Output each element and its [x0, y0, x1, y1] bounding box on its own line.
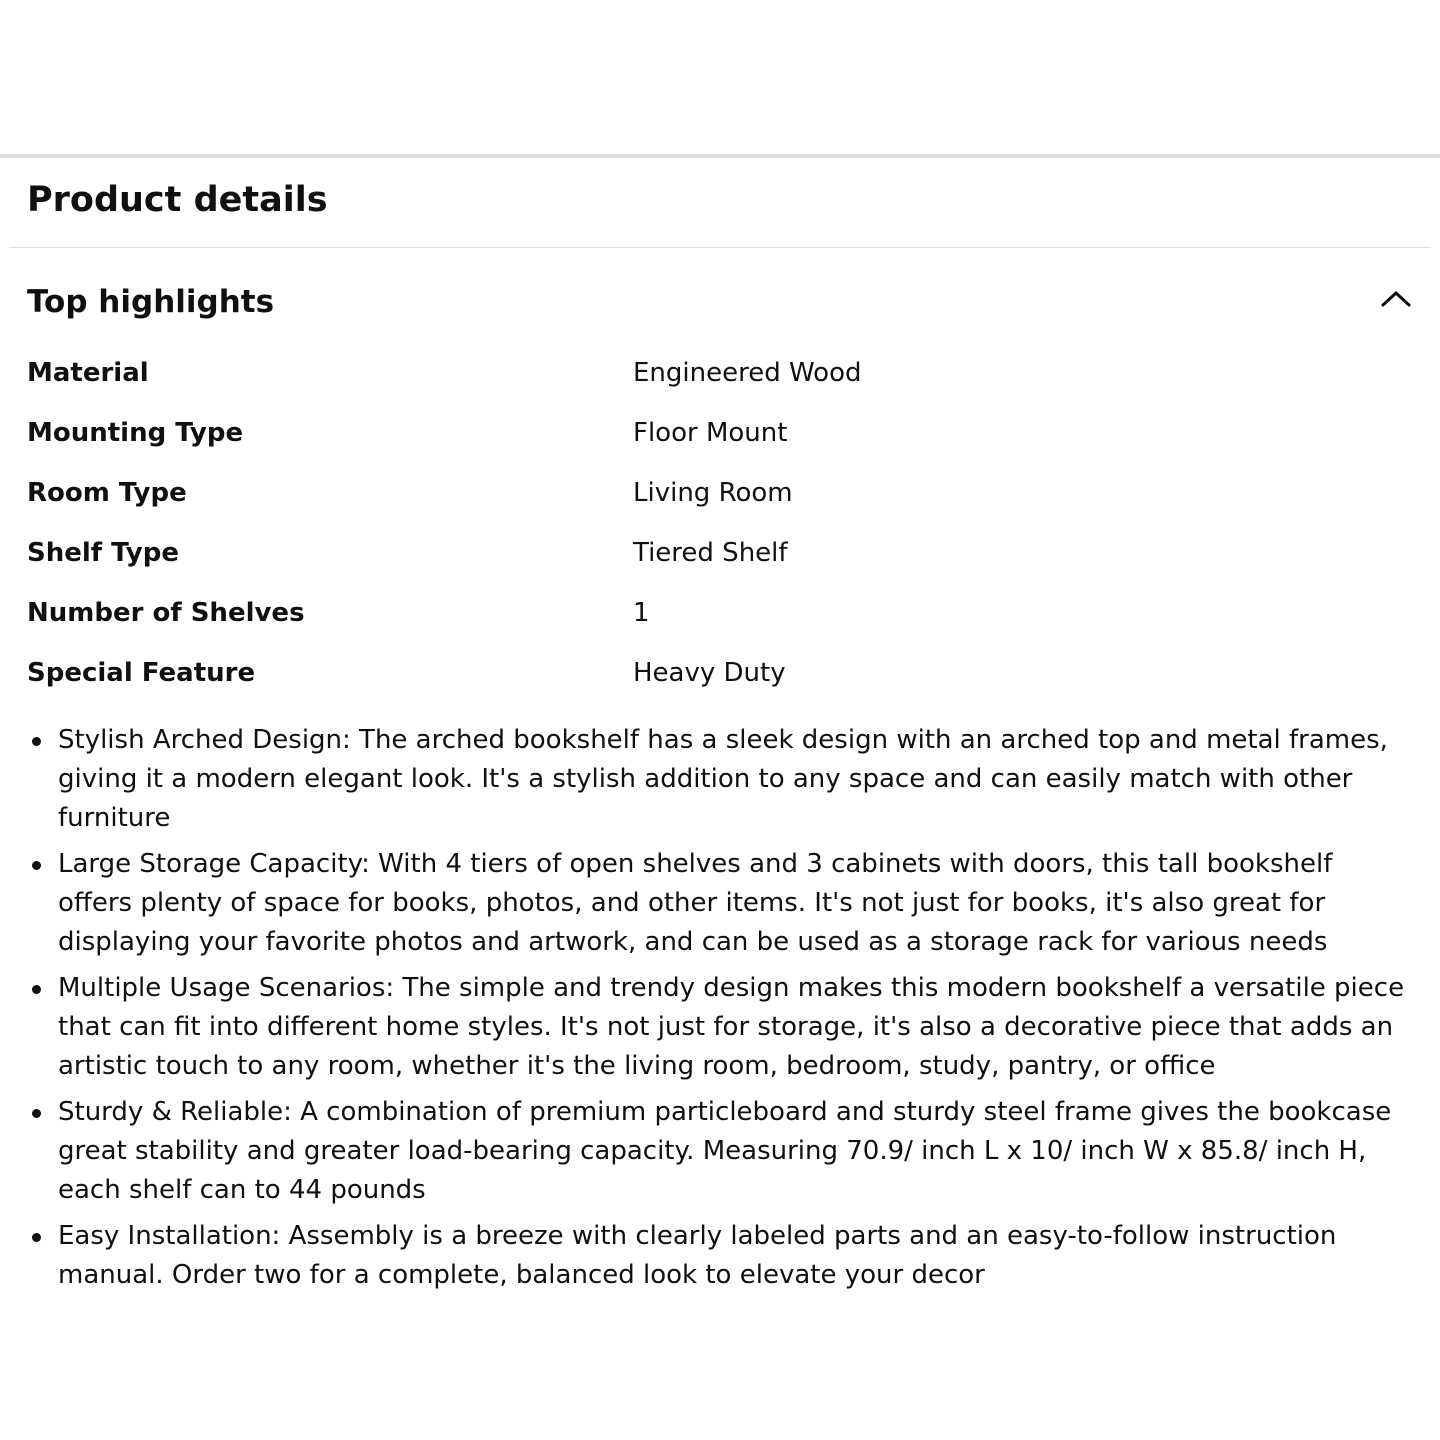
bullet-dot-icon: [32, 1109, 41, 1118]
spec-key: Mounting Type: [27, 418, 244, 448]
chevron-up-icon[interactable]: [1378, 284, 1414, 312]
page-title: Product details: [27, 180, 328, 220]
bullet-dot-icon: [32, 861, 41, 870]
feature-bullet: [58, 845, 1408, 962]
top-divider: [0, 154, 1440, 158]
top-highlights-toggle[interactable]: [0, 272, 1440, 334]
feature-bullet-text: Easy Installation: Assembly is a breeze with clearly labeled parts and an easy-to-follow instruction manual. Order two for a complete, balanced look to elevate your decor: [58, 1221, 1337, 1290]
spec-row-mounting-type: [27, 410, 1407, 470]
feature-bullet-list: [58, 721, 1408, 1302]
title-divider: [9, 247, 1431, 248]
spec-key: Special Feature: [27, 658, 256, 688]
spec-value: Floor Mount: [633, 418, 788, 448]
spec-table: [27, 350, 1407, 710]
spec-value: Heavy Duty: [633, 658, 786, 688]
spec-key: Shelf Type: [27, 538, 179, 568]
spec-row-material: [27, 350, 1407, 410]
spec-value: 1: [633, 598, 650, 628]
bullet-dot-icon: [32, 737, 41, 746]
spec-value: Tiered Shelf: [633, 538, 788, 568]
bullet-dot-icon: [32, 1233, 41, 1242]
section-title: Top highlights: [27, 284, 275, 320]
bullet-dot-icon: [32, 985, 41, 994]
spec-row-number-of-shelves: [27, 590, 1407, 650]
spec-row-special-feature: [27, 650, 1407, 710]
top-blank-area: [0, 0, 1440, 154]
feature-bullet-text: Stylish Arched Design: The arched bookshelf has a sleek design with an arched top and metal frames, giving it a modern elegant look. It's a stylish addition to any space and can easily match with other furniture: [58, 725, 1388, 833]
feature-bullet-text: Large Storage Capacity: With 4 tiers of open shelves and 3 cabinets with doors, this tall bookshelf offers plenty of space for books, photos, and other items. It's not just for books, it's also great for displaying your favorite photos and artwork, and can be used as a storage rack for various needs: [58, 849, 1333, 957]
feature-bullet: [58, 969, 1408, 1086]
spec-row-room-type: [27, 470, 1407, 530]
feature-bullet: [58, 721, 1408, 838]
feature-bullet-text: Sturdy & Reliable: A combination of premium particleboard and sturdy steel frame gives the bookcase great stability and greater load-bearing capacity. Measuring 70.9/ inch L x 10/ inch W x 85.8/ inch H, each shelf can to 44 pounds: [58, 1097, 1392, 1205]
spec-row-shelf-type: [27, 530, 1407, 590]
feature-bullet: [58, 1093, 1408, 1210]
spec-value: Living Room: [633, 478, 793, 508]
spec-key: Number of Shelves: [27, 598, 305, 628]
feature-bullet: [58, 1217, 1408, 1295]
spec-key: Material: [27, 358, 149, 388]
spec-key: Room Type: [27, 478, 187, 508]
spec-value: Engineered Wood: [633, 358, 862, 388]
feature-bullet-text: Multiple Usage Scenarios: The simple and trendy design makes this modern bookshelf a versatile piece that can fit into different home styles. It's not just for storage, it's also a decorative piece that adds an artistic touch to any room, whether it's the living room, bedroom, study, pantry, or office: [58, 973, 1405, 1081]
